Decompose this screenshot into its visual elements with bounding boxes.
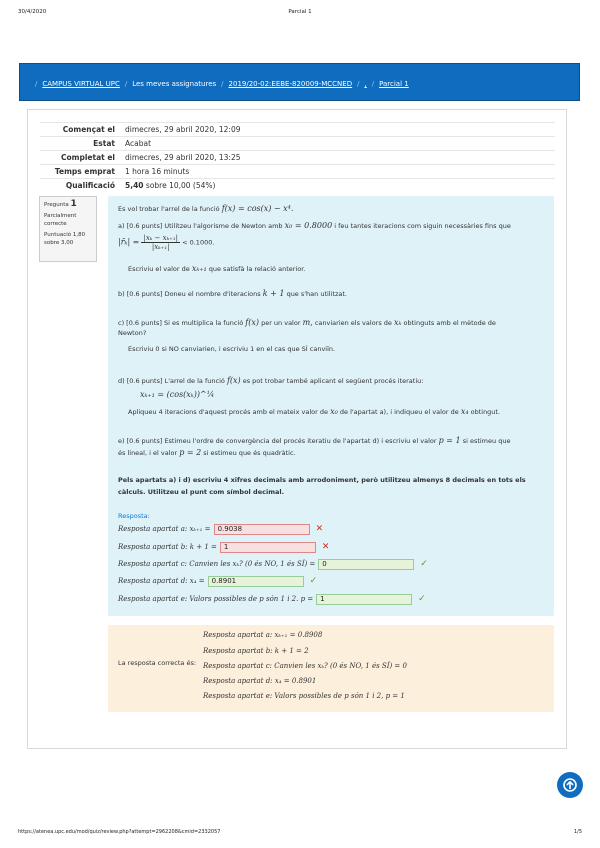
part-d-formula: xₖ₊₁ = (cos(xₖ))^¼: [140, 390, 215, 399]
breadcrumb-item-course[interactable]: 2019/20-02:EEBE-820009-MCCNED: [228, 80, 353, 88]
feedback-line-a: Resposta apartat a: xₖ₊₁ = 0.8908: [203, 631, 323, 639]
arrow-up-circle-icon: [563, 778, 577, 792]
question-number: 1: [70, 199, 77, 209]
summary-value: Acabat: [120, 137, 555, 151]
answer-row-c: [118, 558, 428, 570]
breadcrumb-separator: /: [221, 80, 224, 88]
summary-value: 1 hora 16 minuts: [120, 165, 555, 179]
print-date: 30/4/2020: [18, 9, 47, 15]
breadcrumb-item-quiz[interactable]: Parcial 1: [379, 80, 409, 88]
answer-label-a: Resposta apartat a: xₖ₊₁ =: [118, 525, 211, 533]
summary-row-time: [40, 165, 555, 179]
part-a-line1: a) [0.6 punts] Utilitzeu l'algorisme de Newton amb x₀ = 0.8000 i feu tantes iteracions com siguin necessàries fins que: [118, 221, 511, 230]
part-c-line3: Escriviu 0 si NO canviarien, i escriviu 1 en el cas que SÍ canviïn.: [128, 345, 336, 353]
instructions-line2: càlculs. Utilitzeu el punt com símbol decimal.: [118, 488, 285, 496]
part-c-line1: c) [0.6 punts] Si es multiplica la funció f(x) per un valor m, canviarien els valors de xₖ obtinguts amb el mètode de: [118, 318, 496, 327]
summary-row-completed: [40, 151, 555, 165]
summary-label: Qualificació: [40, 179, 120, 193]
breadcrumb-item-courses[interactable]: Les meves assignatures: [132, 80, 217, 88]
question-intro: Es vol trobar l'arrel de la funció f(x) = cos(x) − x⁴.: [118, 204, 294, 213]
feedback-line-c: Resposta apartat c: Canvien les xₖ? (0 és NO, 1 és SÍ) = 0: [203, 662, 407, 670]
part-d-line1: d) [0.6 punts] L'arrel de la funció f(x) es pot trobar també aplicant el següent procés iteratiu:: [118, 376, 424, 385]
correct-answer-feedback: [108, 625, 554, 712]
answer-label-e: Resposta apartat e: Valors possibles de p són 1 i 2. p =: [118, 595, 314, 603]
breadcrumb-separator: /: [357, 80, 360, 88]
answer-label-c: Resposta apartat c: Canvien les xₖ? (0 és NO, 1 és SÍ) =: [118, 560, 316, 568]
answer-row-d: [118, 575, 317, 587]
answer-input-d[interactable]: [208, 576, 304, 587]
breadcrumb-separator: /: [35, 80, 38, 88]
attempt-summary-table: [40, 122, 555, 192]
part-b: b) [0.6 punts] Doneu el nombre d'iteracions k + 1 que s'han utilitzat.: [118, 289, 347, 298]
question-status: Parcialment correcte: [44, 213, 77, 227]
question-text-panel: [108, 196, 554, 616]
breadcrumb-item-section[interactable]: ,: [364, 80, 367, 88]
feedback-line-e: Resposta apartat e: Valors possibles de p són 1 i 2, p = 1: [203, 692, 405, 700]
answer-label-b: Resposta apartat b: k + 1 =: [118, 543, 217, 551]
back-to-top-button[interactable]: [557, 772, 583, 798]
summary-label: Completat el: [40, 151, 120, 165]
part-a-line3: Escriviu el valor de xₖ₊₁ que satisfà la relació anterior.: [128, 264, 306, 273]
grade-value: 5,40: [125, 181, 144, 190]
summary-label: Començat el: [40, 123, 120, 137]
part-d-line3: Apliqueu 4 iteracions d'aquest procés amb el mateix valor de x₀ de l'apartat a), i indiqueu el valor de x₄ obtingut.: [128, 407, 501, 416]
question-label: Pregunta: [44, 202, 69, 208]
answer-label-d: Resposta apartat d: x₄ =: [118, 577, 205, 585]
summary-label: Estat: [40, 137, 120, 151]
part-e-line1: e) [0.6 punts] Estimeu l'ordre de convergència del procés iteratiu de l'apartat d) i escriviu el valor p = 1 si estimeu que: [118, 436, 511, 445]
summary-value: dimecres, 29 abril 2020, 12:09: [120, 123, 555, 137]
answer-heading: Resposta:: [118, 512, 150, 520]
part-c-line2: Newton?: [118, 329, 147, 337]
breadcrumb-separator: /: [371, 80, 375, 88]
question-score: Puntuació 1,80 sobre 3,00: [44, 232, 86, 246]
answer-input-c[interactable]: [318, 559, 414, 570]
answer-input-a[interactable]: [214, 524, 310, 535]
breadcrumb-item-campus[interactable]: CAMPUS VIRTUAL UPC: [42, 80, 120, 88]
question-info-box: [39, 196, 97, 262]
feedback-lead: La resposta correcta és:: [118, 659, 197, 667]
breadcrumb-separator: /: [124, 80, 128, 88]
answer-row-b: [118, 541, 329, 553]
summary-row-state: [40, 137, 555, 151]
incorrect-icon: ✕: [321, 542, 330, 552]
grade-rest: sobre 10,00 (54%): [145, 181, 216, 190]
breadcrumb: [30, 80, 409, 88]
instructions-line1: Pels apartats a) i d) escriviu 4 xifres decimals amb arrodoniment, però utilitzeu almenys 8 decimals en tots els: [118, 476, 526, 484]
print-title: Parcial 1: [288, 9, 312, 15]
summary-row-grade: [40, 179, 555, 193]
answer-row-a: [118, 523, 323, 535]
correct-icon: ✓: [420, 559, 428, 569]
correct-icon: ✓: [418, 594, 426, 604]
summary-row-started: [40, 123, 555, 137]
summary-value: dimecres, 29 abril 2020, 13:25: [120, 151, 555, 165]
answer-input-b[interactable]: [220, 542, 316, 553]
part-e-line2: és lineal, i el valor p = 2 si estimeu que és quadràtic.: [118, 448, 296, 457]
breadcrumb-bar: [19, 63, 580, 101]
feedback-line-b: Resposta apartat b: k + 1 = 2: [203, 647, 309, 655]
answer-row-e: [118, 593, 426, 605]
summary-label: Temps emprat: [40, 165, 120, 179]
print-page-number: 1/5: [573, 829, 582, 835]
print-url: https://atenea.upc.edu/mod/quiz/review.php?attempt=2962208&cmid=2332057: [18, 829, 221, 835]
summary-value: [120, 179, 555, 193]
feedback-line-d: Resposta apartat d: x₄ = 0.8901: [203, 677, 317, 685]
print-header: [18, 9, 582, 19]
incorrect-icon: ✕: [315, 524, 324, 534]
correct-icon: ✓: [309, 576, 318, 586]
answer-input-e[interactable]: [316, 594, 412, 605]
part-a-formula: |ȓₖ| = $\frac{\text{|xₖ − xₖ₊₁|}}{\text{|xₖ₊₁|}}$ < 0.1000.: [118, 234, 215, 251]
